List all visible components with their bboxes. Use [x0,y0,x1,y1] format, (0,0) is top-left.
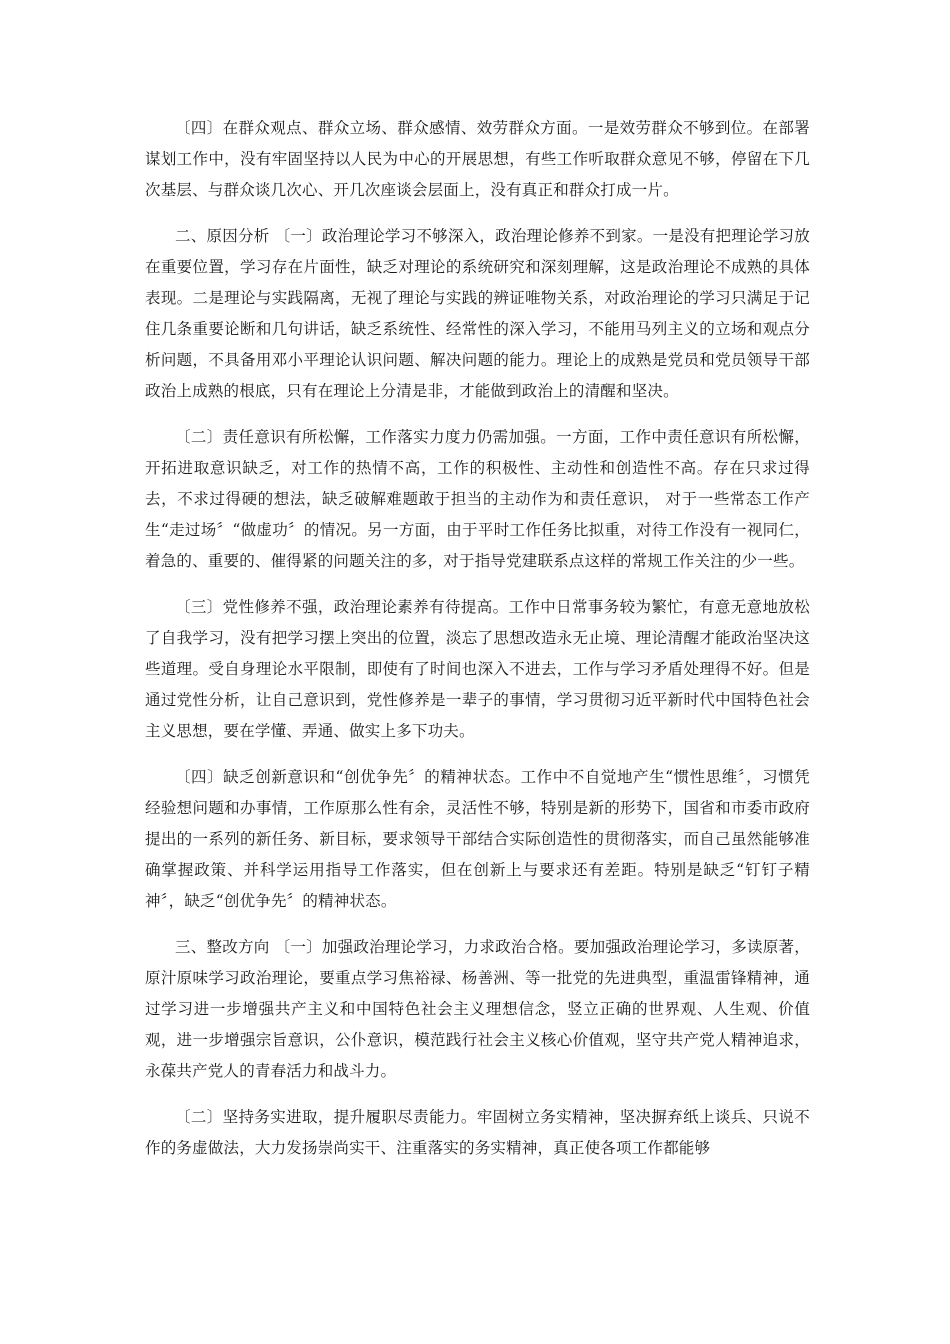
paragraph-pragmatism: 〔二〕坚持务实进取，提升履职尽责能力。牢固树立务实精神，坚决摒弃纸上谈兵、只说不作的务虚做法，大力发扬崇尚实干、注重落实的务实精神，真正使各项工作都能够 [145,1108,810,1157]
paragraph-cause-analysis: 二、原因分析 〔一〕政治理论学习不够深入，政治理论修养不到家。一是没有把理论学习放在重要位置，学习存在片面性，缺乏对理论的系统研究和深刻理解，这是政治理论不成熟的具体表现。二是理论与实践隔离，无视了理论与实践的辨证唯物关系，对政治理论的学习只满足于记住几条重要论断和几句讲话，缺乏系统性、经常性的深入学习，不能用马列主义的立场和观点分析问题，不具备用邓小平理论认识问题、解决问题的能力。理论上的成熟是党员和党员领导干部政治上成熟的根底，只有在理论上分清是非，才能做到政治上的清醒和坚决。 [145,227,810,400]
document-body [145,113,810,1164]
paragraph-rectification: 三、整改方向 〔一〕加强政治理论学习，力求政治合格。要加强政治理论学习，多读原著，原汁原味学习政治理论，要重点学习焦裕禄、杨善洲、等一批党的先进典型，重温雷锋精神，通过学习进一步增强共产主义和中国特色社会主义理想信念，竖立正确的世界观、人生观、价值观，进一步增强宗旨意识，公仆意识，模范践行社会主义核心价值观，坚守共产党人精神追求，永葆共产党人的青春活力和战斗力。 [145,938,810,1080]
paragraph-party-spirit: 〔三〕党性修养不强，政治理论素养有待提高。工作中日常事务较为繁忙，有意无意地放松了自我学习，没有把学习摆上突出的位置，淡忘了思想改造永无止境、理论清醒才能政治坚决这些道理。受自身理论水平限制，即使有了时间也深入不进去，工作与学习矛盾处理得不好。但是通过党性分析，让自己意识到，党性修养是一辈子的事情，学习贯彻习近平新时代中国特色社会主义思想，要在学懂、弄通、做实上多下功夫。 [145,598,810,740]
paragraph-mass-work: 〔四〕在群众观点、群众立场、群众感情、效劳群众方面。一是效劳群众不够到位。在部署谋划工作中，没有牢固坚持以人民为中心的开展思想，有些工作听取群众意见不够，停留在下几次基层、与群众谈几次心、开几次座谈会层面上，没有真正和群众打成一片。 [145,119,810,199]
paragraph-innovation: 〔四〕缺乏创新意识和“创优争先〞的精神状态。工作中不自觉地产生“惯性思维〞，习惯凭经验想问题和办事情，工作原那么性有余，灵活性不够，特别是新的形势下，国省和市委市政府提出的一系列的新任务、新目标，要求领导干部结合实际创造性的贯彻落实，而自己虽然能够准确掌握政策、并科学运用指导工作落实，但在创新上与要求还有差距。特别是缺乏“钉钉子精神〞，缺乏“创优争先〞的精神状态。 [145,768,810,910]
paragraph-responsibility: 〔二〕责任意识有所松懈，工作落实力度力仍需加强。一方面，工作中责任意识有所松懈，开拓进取意识缺乏，对工作的热情不高，工作的积极性、主动性和创造性不高。存在只求过得去，不求过得硬的想法，缺乏破解难题敢于担当的主动作为和责任意识， 对于一些常态工作产生“走过场〞“做虚功〞的情况。另一方面，由于平时工作任务比拟重，对待工作没有一视同仁，着急的、重要的、催得紧的问题关注的多，对于指导党建联系点这样的常规工作关注的少一些。 [145,428,810,570]
